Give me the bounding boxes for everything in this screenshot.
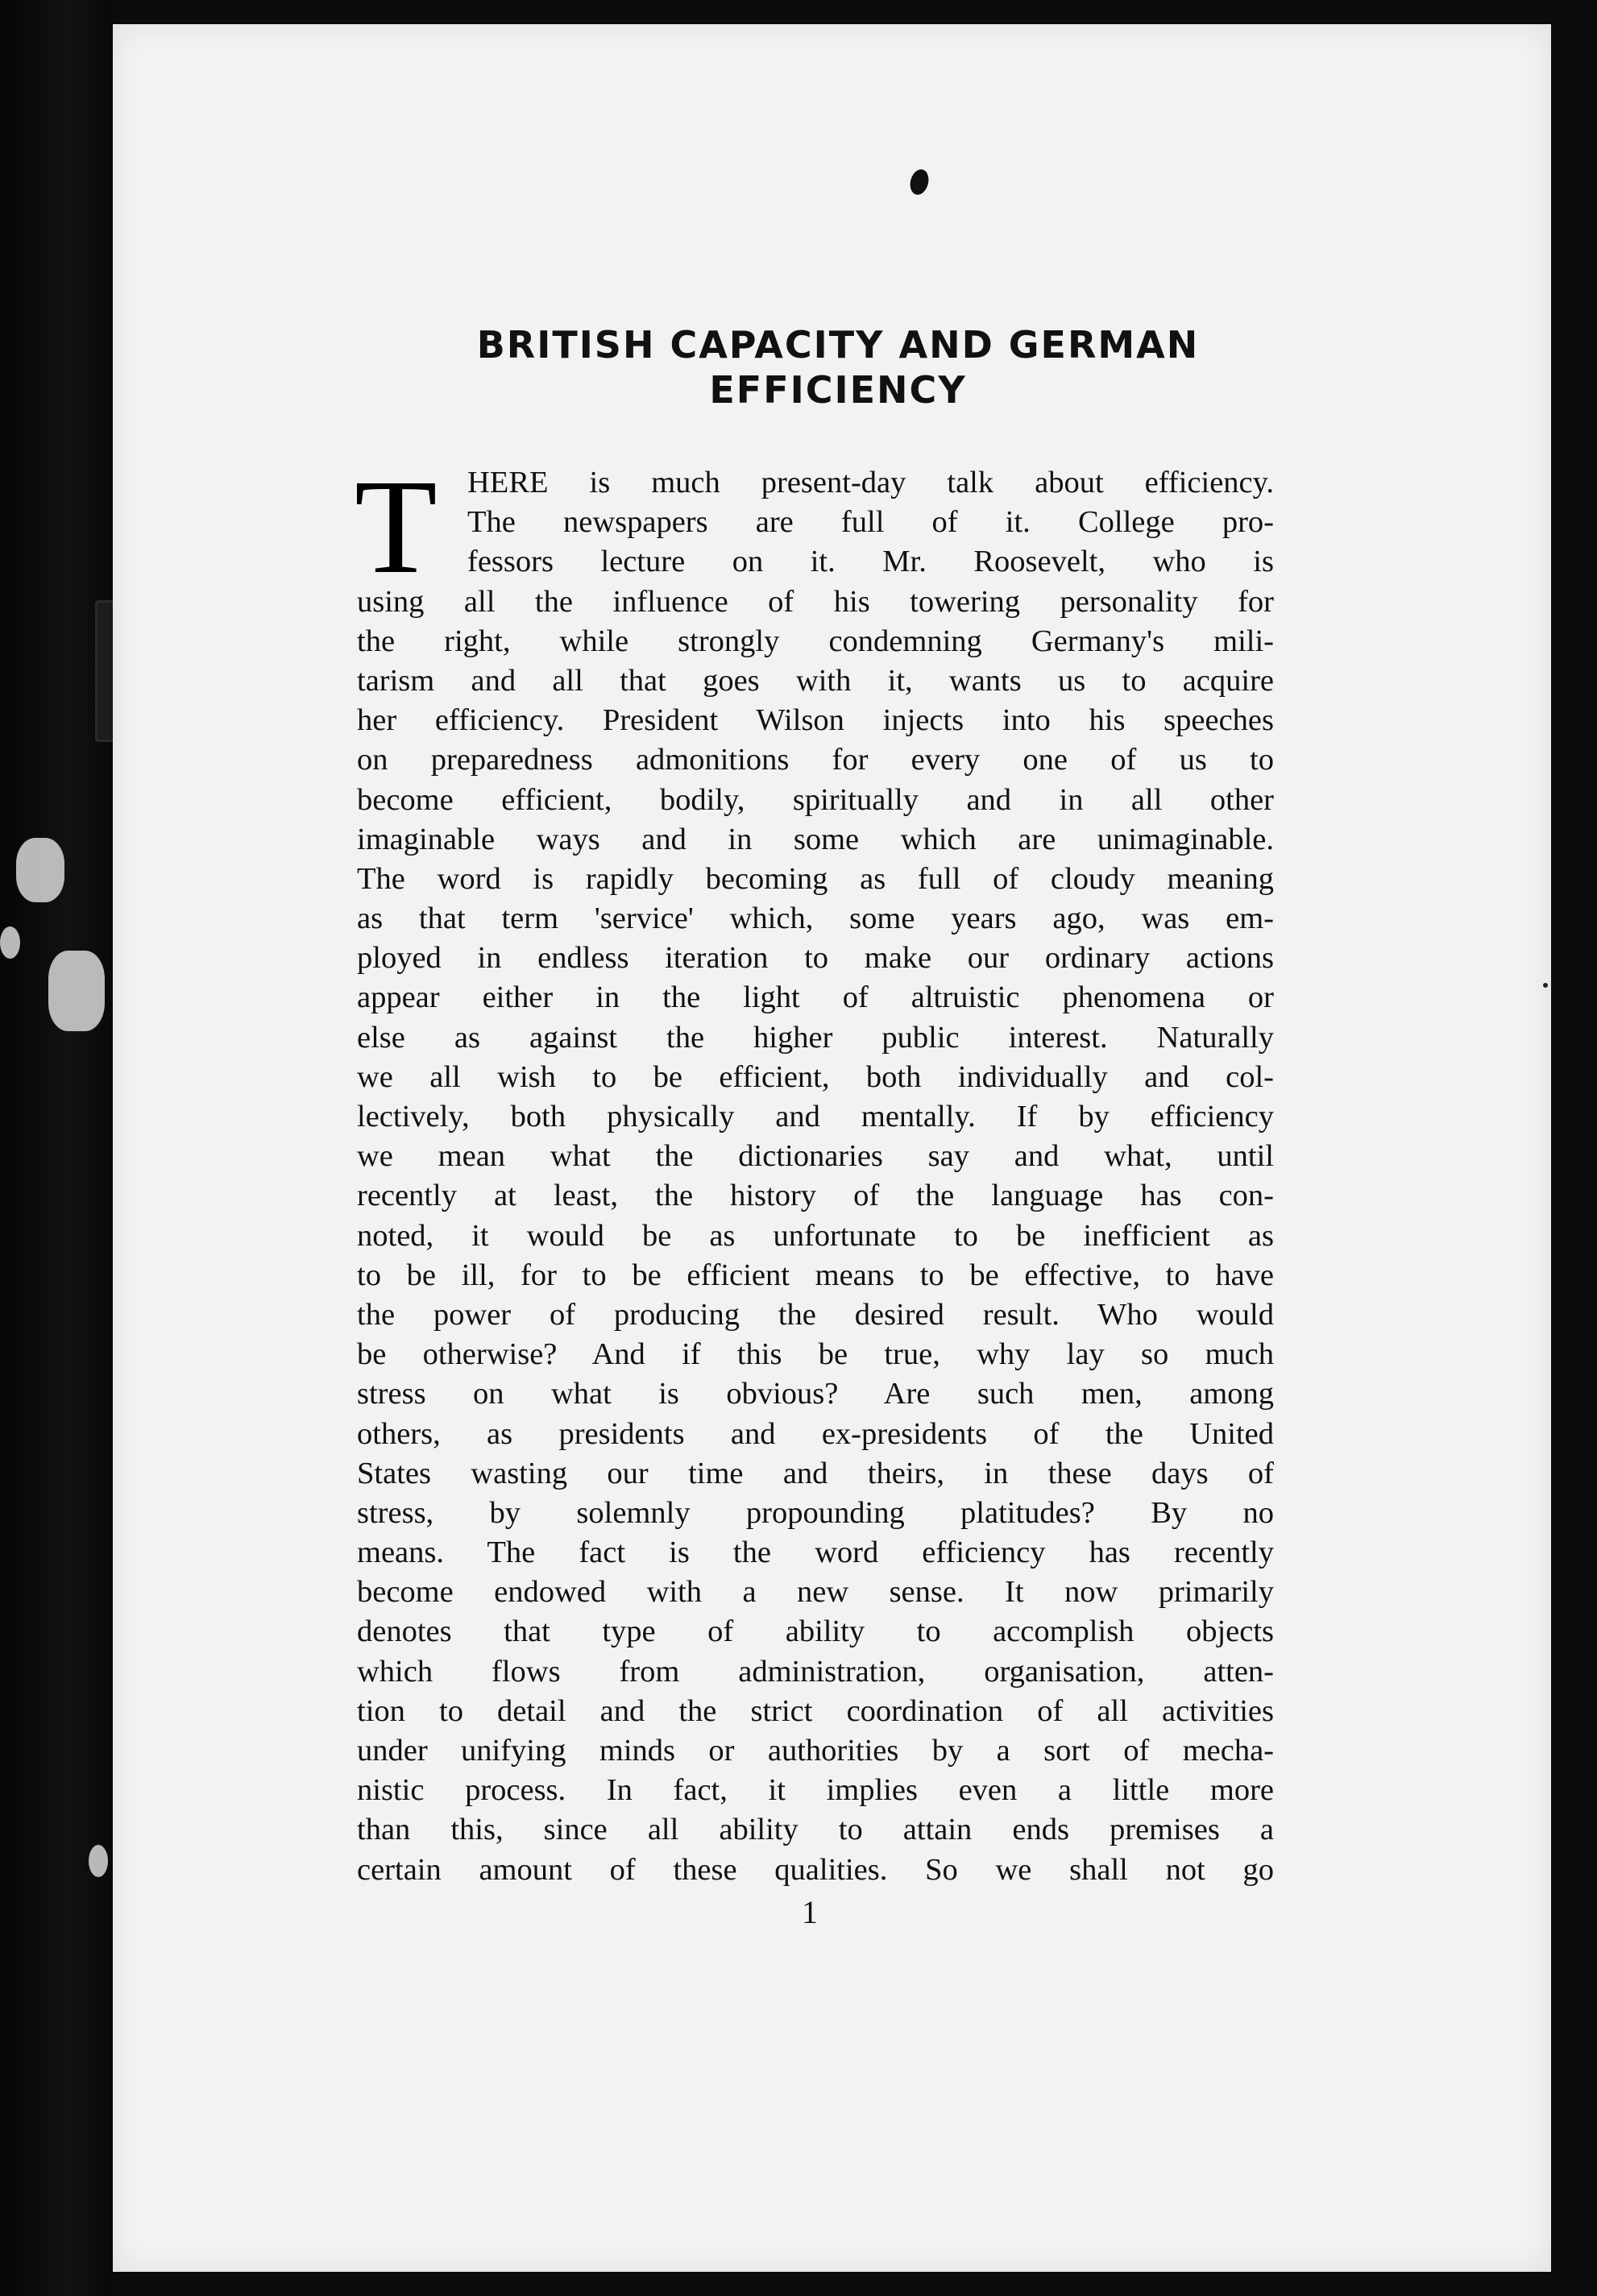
text-line: fessors lecture on it. Mr. Roosevelt, who is [467,545,1274,579]
text-line: we mean what the dictionaries say and what, until [357,1139,1274,1174]
text-line: appear either in the light of altruistic phenomena or [357,980,1274,1015]
text-line: to be ill, for to be efficient means to be effective, to have [357,1258,1274,1292]
text-line: nistic process. In fact, it implies even a little more [357,1773,1274,1808]
text-line: under unifying minds or authorities by a sort of mecha- [357,1734,1274,1768]
text-line: HERE is much present-day talk about efficiency. [467,466,1274,499]
text-line: certain amount of these qualities. So we shall not go [357,1852,1274,1887]
text-line: means. The fact is the word efficiency has recently [357,1536,1274,1570]
text-line: States wasting our time and theirs, in these days of [357,1456,1274,1490]
page-number: 1 [802,1894,818,1930]
paper-speck [16,838,64,902]
paper-speck [48,951,105,1031]
paper-mark [1543,983,1548,988]
document-title [274,322,1402,412]
text-line: imaginable ways and in some which are unimaginable. [357,822,1274,856]
text-line: which flows from administration, organisation, atten- [357,1654,1274,1689]
text-line: denotes that type of ability to accomplish objects [357,1614,1274,1649]
document-page [113,24,1551,2272]
text-line: on preparedness admonitions for every one of us to [357,743,1274,777]
text-line: recently at least, the history of the language has con- [357,1179,1274,1213]
text-line: The newspapers are full of it. College pro- [467,505,1274,540]
text-line: noted, it would be as unfortunate to be inefficient as [357,1218,1274,1253]
text-line: ployed in endless iteration to make our ordinary actions [357,941,1274,976]
text-line: stress, by solemnly propounding platitudes? By no [357,1495,1274,1530]
text-line: become endowed with a new sense. It now primarily [357,1575,1274,1610]
text-line: we all wish to be efficient, both individually and col- [357,1059,1274,1094]
text-line: as that term 'service' which, some years ago, was em- [357,901,1274,936]
text-line: others, as presidents and ex-presidents of the United [357,1416,1274,1451]
text-line: lectively, both physically and mentally. If by efficiency [357,1100,1274,1133]
body-paragraph [355,452,1274,1890]
paper-speck [89,1845,108,1877]
ink-mark [907,168,931,197]
text-line: the right, while strongly condemning Germany's mili- [357,624,1274,658]
title-line: EFFICIENCY [709,368,967,412]
text-line: her efficiency. President Wilson injects into his speeches [357,703,1274,738]
text-line: The word is rapidly becoming as full of cloudy meaning [357,861,1274,896]
paper-speck [0,926,20,959]
text-line: using all the influence of his towering personality for [357,584,1274,619]
text-line: be otherwise? And if this be true, why lay so much [357,1337,1274,1372]
text-line: tarism and all that goes with it, wants us to acquire [357,663,1274,698]
drop-cap: T [355,452,438,602]
text-line: the power of producing the desired result. Who would [357,1297,1274,1332]
text-line: than this, since all ability to attain ends premises a [357,1813,1274,1847]
text-line: become efficient, bodily, spiritually and in all other [357,782,1274,817]
text-line: stress on what is obvious? Are such men, among [357,1377,1274,1411]
binding-edge [0,0,113,2296]
text-line: else as against the higher public interest. Naturally [357,1020,1274,1055]
title-line: BRITISH CAPACITY AND GERMAN [476,323,1200,367]
text-line: tion to detail and the strict coordination of all activities [357,1693,1274,1728]
